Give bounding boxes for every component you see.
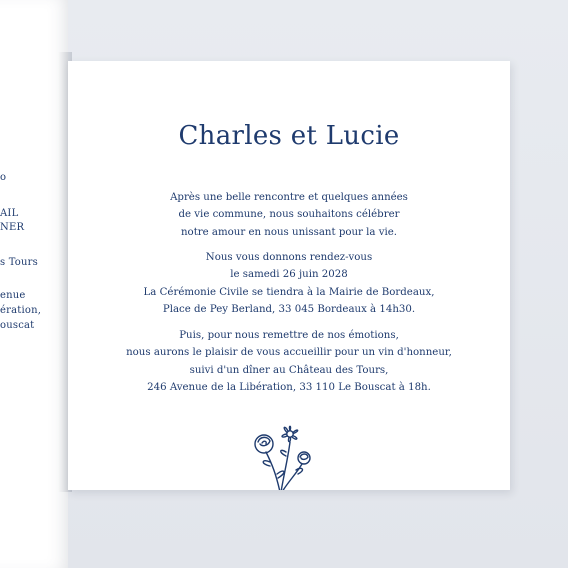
text-line: Après une belle rencontre et quelques années (170, 192, 408, 203)
left-text-fragment: ouscat (0, 320, 35, 331)
text-line: Nous vous donnons rendez-vous (205, 252, 373, 263)
flower-bouquet-icon (244, 422, 324, 490)
text-line: La Cérémonie Civile se tiendra à la Mairie de Bordeaux, (143, 286, 435, 298)
text-line: de vie commune, nous souhaitons célébrer (178, 209, 400, 221)
text-line: nous aurons le plaisir de vous accueillir pour un vin d'honneur, (126, 347, 452, 359)
text-line: Puis, pour nous remettre de nos émotions, (179, 330, 399, 341)
left-text-fragment: NER (0, 222, 25, 233)
text-line: notre amour en nous unissant pour la vie. (181, 226, 397, 238)
ceremony-paragraph (68, 249, 510, 318)
text-line: suivi d'un dîner au Château des Tours, (189, 364, 389, 376)
text-line: le samedi 26 juin 2028 (230, 269, 348, 281)
invitation-card (68, 61, 510, 490)
left-text-fragment: s Tours (0, 257, 38, 268)
text-line: 246 Avenue de la Libération, 33 110 Le Bouscat à 18h. (147, 381, 431, 393)
reception-paragraph (68, 327, 510, 396)
intro-paragraph (68, 189, 510, 241)
left-text-fragment: enue (0, 290, 26, 301)
text-line: Place de Pey Berland, 33 045 Bordeaux à 14h30. (162, 303, 416, 315)
left-text-fragment: ération, (0, 305, 42, 316)
couple-names-title: Charles et Lucie (178, 121, 400, 151)
left-text-fragment: AIL (0, 208, 19, 219)
left-text-fragment: o (0, 172, 7, 183)
